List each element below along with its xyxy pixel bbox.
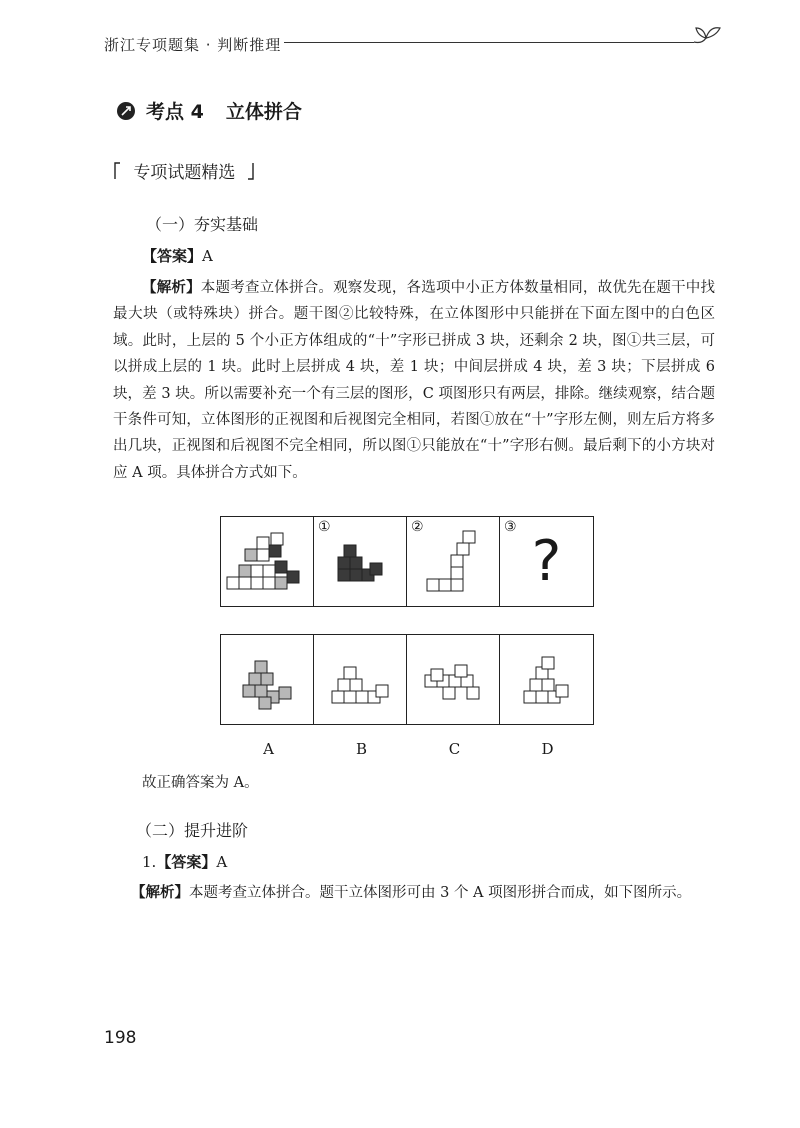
part2-heading: （二）提升进阶 — [136, 821, 249, 840]
option-label-a: A — [263, 740, 274, 758]
option-c-figure — [407, 635, 500, 724]
part2-answer — [142, 851, 227, 872]
option-d-cell — [500, 635, 593, 724]
header-rule — [284, 42, 694, 43]
piece-1-figure — [314, 517, 407, 606]
answer-tag: 【答案】 — [142, 247, 203, 265]
right-bracket-icon — [247, 161, 257, 181]
figure-cell-3 — [500, 517, 593, 606]
sprout-icon — [688, 22, 724, 50]
featured-label — [112, 158, 257, 183]
figure-cell-1 — [314, 517, 407, 606]
part1-conclusion: 故正确答案为 A。 — [142, 775, 259, 791]
figure-label-3: ③ — [504, 519, 517, 535]
option-d-figure — [500, 635, 593, 724]
option-a-figure — [221, 635, 314, 724]
option-b-figure — [314, 635, 407, 724]
figure-label-1: ① — [318, 519, 331, 535]
part1-analysis — [113, 275, 715, 486]
question-figure — [220, 516, 594, 607]
option-label-c: C — [448, 740, 461, 758]
analysis-text: 本题考查立体拼合。观察发现，各选项中小正方体数量相同，故优先在题干中找最大块（或特殊块）拼合。题干图②比较特殊，在立体图形中只能拼在下面左图中的白色区域。此时，上层的 5 个小正方体组成的“十”字形已拼成 3 块，还剩余 2 块，图①共三层，可以拼成上层的 1 块。此时上层拼成 4 块，差 1 块；中间层拼成 4 块，差 3 块；下层拼成 6 块，差 3 块。所以需要补充一个有三层的图形，C 项图形只有两层，排除。继续观察，结合题干条件可知，立体图形的正视图和后视图完全相同，若图①放在“十”字形左侧，则左后方将多出几块，正视图和后视图不完全相同，所以图①只能放在“十”字形右侧。最后剩下的小方块对应 A 项。具体拼合方式如下。 — [113, 280, 716, 481]
answer-value: A — [216, 853, 228, 871]
analysis-text: 本题考查立体拼合。题干立体图形可由 3 个 A 项图形拼合而成，如下图所示。 — [189, 885, 692, 901]
figure-cell-2 — [407, 517, 500, 606]
featured-text: 专项试题精选 — [133, 163, 236, 183]
answer-value: A — [202, 247, 213, 265]
section-label: 考点 4 — [146, 101, 204, 123]
answer-tag: 【答案】 — [156, 853, 217, 871]
running-header: 浙江专项题集 · 判断推理 — [104, 36, 282, 54]
left-bracket-icon — [112, 161, 122, 181]
part1-heading: （一）夯实基础 — [146, 215, 259, 234]
piece-2-figure — [407, 517, 500, 606]
figure-cell-composite — [221, 517, 314, 606]
part2-analysis — [113, 880, 715, 906]
options-figure — [220, 634, 594, 725]
option-labels — [222, 740, 594, 758]
section-title — [116, 97, 302, 124]
analysis-tag: 【解析】 — [131, 885, 189, 901]
figure-label-2: ② — [411, 519, 424, 535]
analysis-tag: 【解析】 — [142, 280, 201, 296]
composite-cubes-figure — [221, 517, 314, 606]
part1-answer — [142, 245, 213, 266]
option-b-cell — [314, 635, 407, 724]
option-a-cell — [221, 635, 314, 724]
section-heading: 立体拼合 — [225, 101, 302, 123]
item-number: 1. — [142, 853, 157, 871]
page-number: 198 — [104, 1028, 137, 1048]
option-label-d: D — [541, 740, 554, 758]
question-mark: ? — [531, 529, 562, 594]
option-label-b: B — [355, 740, 368, 758]
option-c-cell — [407, 635, 500, 724]
section-badge-icon — [116, 101, 136, 121]
